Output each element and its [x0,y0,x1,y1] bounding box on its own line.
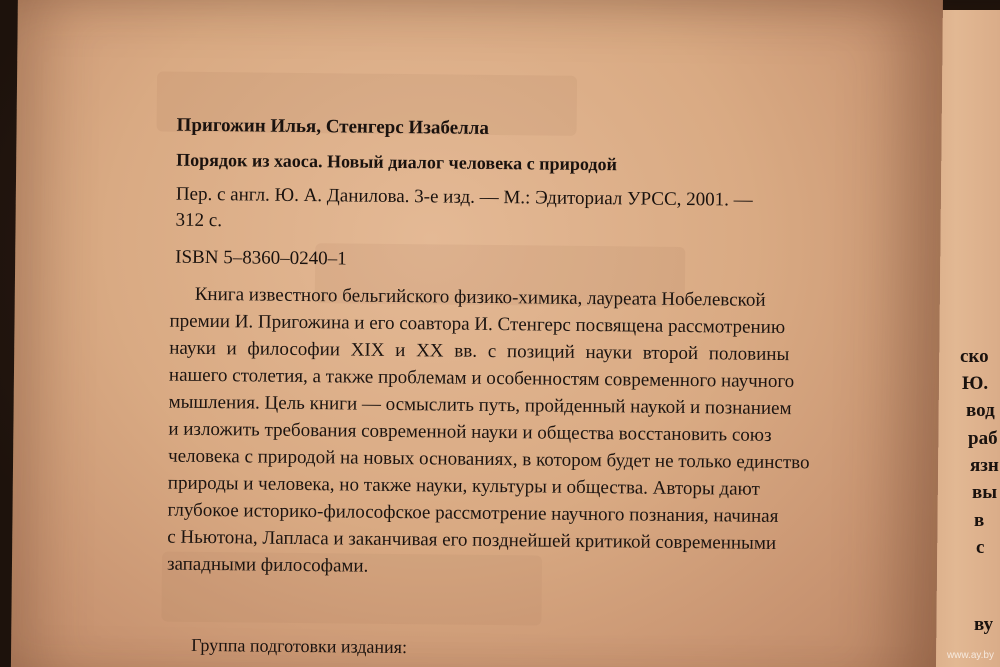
abstract-line: науки и философии XIX и XX вв. с позиций науки второй половины [169,337,790,366]
abstract-line: и изложить требования современной науки и общества восстановить союз [168,418,772,446]
watermark: www.ay.by [946,650,994,661]
abstract-line: Книга известного бельгийского физико-химика, лауреата Нобелевской [194,283,766,311]
abstract-line: с Ньютона, Лапласа и заканчивая его позднейшей критикой современными [167,526,777,554]
imprint-line: Пер. с англ. Ю. А. Данилова. 3-е изд. — М.: Эдиториал УРСС, 2001. — [175,183,753,211]
abstract-line: премии И. Пригожина и его соавтора И. Стенгерс посвящена рассмотрению [169,310,786,339]
page-count: 312 с. [175,209,223,232]
side-fragment: вы [972,482,998,503]
abstract-line: мышления. Цель книги — осмыслить путь, пройденный наукой и познанием [168,391,792,420]
book-title: Порядок из хаоса. Новый диалог человека с природой [176,149,618,175]
abstract-line: западными философами. [166,553,369,577]
side-fragment: вод [966,400,995,421]
abstract-line: человека с природой на новых основаниях, в котором будет не только единство [168,445,810,474]
side-fragment: раб [968,428,998,449]
abstract-line: глубокое историко-философское рассмотрение научного познания, начиная [167,499,779,527]
isbn: ISBN 5–8360–0240–1 [175,246,347,270]
abstract-line: нашего столетия, а также проблемам и особенностям современного научного [168,364,795,393]
side-fragment: в [974,510,985,531]
book-page [11,0,943,667]
preparation-group: Группа подготовки издания: [191,634,408,658]
side-fragment: Ю. [962,373,989,394]
side-fragment: ву [974,614,994,635]
side-fragment: с [976,537,985,558]
authors: Пригожин Илья, Стенгерс Изабелла [176,114,490,139]
side-fragment: язн [970,455,999,476]
abstract-line: природы и человека, но также науки, культуры и общества. Авторы дают [167,472,760,500]
side-fragment: ско [960,346,989,367]
